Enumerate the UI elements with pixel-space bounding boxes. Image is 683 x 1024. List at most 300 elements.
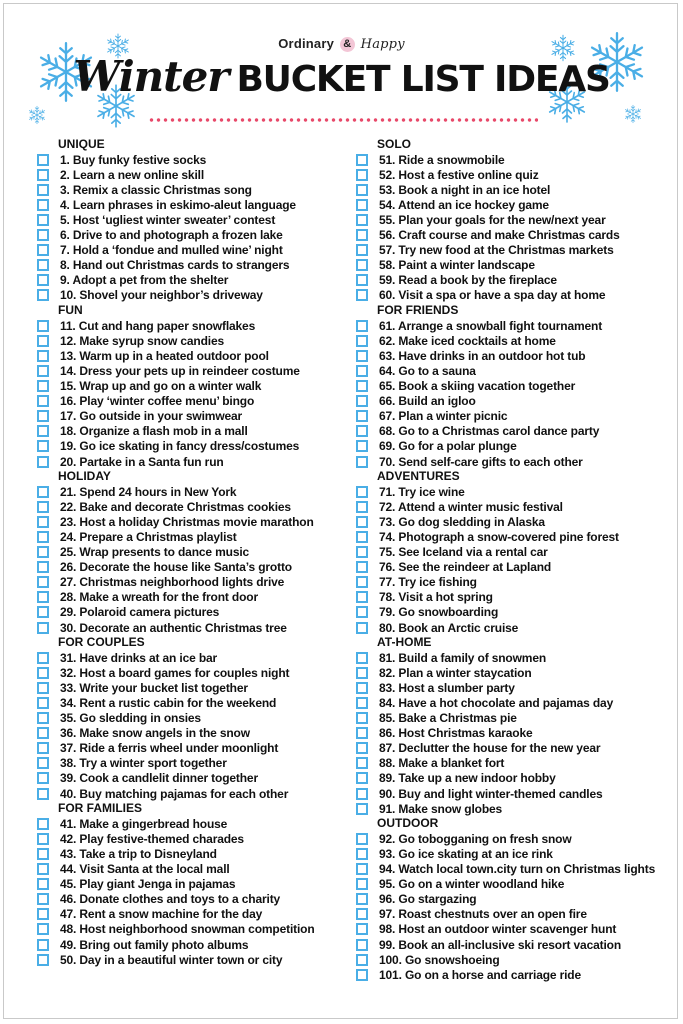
list-item	[37, 560, 347, 575]
checkbox-icon[interactable]	[37, 757, 49, 769]
list-item	[37, 620, 347, 635]
checkbox-icon[interactable]	[37, 833, 49, 845]
list-item-label: 59. Read a book by the fireplace	[379, 273, 557, 288]
brand-happy: Happy	[360, 37, 405, 52]
left-column	[37, 137, 347, 967]
checkbox-icon[interactable]	[37, 531, 49, 543]
list-item	[37, 197, 347, 212]
checkbox-icon[interactable]	[356, 380, 368, 392]
list-item-label: 58. Paint a winter landscape	[379, 258, 535, 273]
list-item-label: 100. Go snowshoeing	[379, 952, 500, 967]
list-item	[37, 152, 347, 167]
section-heading: FOR FAMILIES	[58, 801, 142, 816]
list-item-label: 63. Have drinks in an outdoor hot tub	[379, 348, 586, 363]
list-item-label: 51. Ride a snowmobile	[379, 152, 505, 167]
list-item-label: 36. Make snow angels in the snow	[60, 726, 250, 741]
checkbox-icon[interactable]	[37, 184, 49, 196]
list-item-label: 98. Host an outdoor winter scavenger hunt	[379, 922, 617, 937]
list-item-label: 33. Write your bucket list together	[60, 680, 248, 695]
list-item-label: 44. Visit Santa at the local mall	[60, 862, 230, 877]
list-item-label: 85. Bake a Christmas pie	[379, 711, 517, 726]
list-item-label: 26. Decorate the house like Santa’s grotto	[60, 560, 292, 575]
checkbox-icon[interactable]	[356, 622, 368, 634]
list-item-label: 67. Plan a winter picnic	[379, 409, 508, 424]
list-item-label: 25. Wrap presents to dance music	[60, 545, 250, 560]
checkbox-icon[interactable]	[356, 199, 368, 211]
checkbox-icon[interactable]	[356, 546, 368, 558]
checkbox-icon[interactable]	[37, 908, 49, 920]
checkbox-icon[interactable]	[356, 923, 368, 935]
list-item	[37, 454, 347, 469]
section-heading: ADVENTURES	[377, 469, 460, 484]
list-item-label: 68. Go to a Christmas carol dance party	[379, 424, 600, 439]
checkbox-icon[interactable]	[356, 712, 368, 724]
checkbox-icon[interactable]	[37, 893, 49, 905]
checkbox-icon[interactable]	[37, 320, 49, 332]
checkbox-icon[interactable]	[37, 878, 49, 890]
list-item-label: 77. Try ice fishing	[379, 575, 477, 590]
list-item	[37, 484, 347, 499]
list-item	[356, 545, 666, 560]
list-item-label: 87. Declutter the house for the new year	[379, 741, 601, 756]
checkbox-icon[interactable]	[37, 199, 49, 211]
list-item-label: 79. Go snowboarding	[379, 605, 499, 620]
checkbox-icon[interactable]	[37, 712, 49, 724]
checkbox-icon[interactable]	[37, 440, 49, 452]
checkbox-icon[interactable]	[356, 244, 368, 256]
checkbox-icon[interactable]	[356, 833, 368, 845]
list-item-label: 82. Plan a winter staycation	[379, 665, 532, 680]
checkbox-icon[interactable]	[37, 727, 49, 739]
list-item	[356, 756, 666, 771]
list-item	[356, 937, 666, 952]
list-item	[356, 152, 666, 167]
brand-logo	[0, 36, 683, 52]
list-item	[37, 877, 347, 892]
checkbox-icon[interactable]	[37, 395, 49, 407]
checkbox-icon[interactable]	[37, 365, 49, 377]
checkbox-icon[interactable]	[356, 863, 368, 875]
checkbox-icon[interactable]	[356, 501, 368, 513]
list-item	[37, 680, 347, 695]
list-item-label: 65. Book a skiing vacation together	[379, 379, 576, 394]
checkbox-icon[interactable]	[37, 380, 49, 392]
list-item	[37, 363, 347, 378]
checkbox-icon[interactable]	[37, 456, 49, 468]
list-item	[356, 711, 666, 726]
list-item-label: 69. Go for a polar plunge	[379, 439, 517, 454]
list-item-label: 61. Arrange a snowball fight tournament	[379, 318, 603, 333]
list-item	[356, 318, 666, 333]
list-item	[356, 499, 666, 514]
list-item-label: 60. Visit a spa or have a spa day at home	[379, 288, 606, 303]
checkbox-icon[interactable]	[37, 818, 49, 830]
list-item-label: 42. Play festive-themed charades	[60, 831, 244, 846]
list-item-label: 19. Go ice skating in fancy dress/costumes	[60, 439, 300, 454]
list-item	[37, 575, 347, 590]
checkbox-icon[interactable]	[356, 440, 368, 452]
checkbox-icon[interactable]	[356, 908, 368, 920]
checkbox-icon[interactable]	[37, 863, 49, 875]
list-item	[356, 771, 666, 786]
list-item	[356, 379, 666, 394]
list-item	[356, 228, 666, 243]
checkbox-icon[interactable]	[37, 516, 49, 528]
list-item	[356, 892, 666, 907]
list-item	[37, 726, 347, 741]
checkbox-icon[interactable]	[37, 259, 49, 271]
checkbox-icon[interactable]	[356, 682, 368, 694]
list-item-label: 47. Rent a snow machine for the day	[60, 907, 263, 922]
list-item	[37, 816, 347, 831]
checkbox-icon[interactable]	[356, 425, 368, 437]
checkbox-icon[interactable]	[356, 969, 368, 981]
list-item-label: 62. Make iced cocktails at home	[379, 333, 556, 348]
checkbox-icon[interactable]	[356, 456, 368, 468]
list-item-label: 53. Book a night in an ice hotel	[379, 182, 551, 197]
dotted-divider	[148, 118, 538, 122]
list-item	[37, 665, 347, 680]
list-item-label: 81. Build a family of snowmen	[379, 650, 547, 665]
list-item-label: 23. Host a holiday Christmas movie marathon	[60, 514, 314, 529]
list-item	[37, 182, 347, 197]
checkbox-icon[interactable]	[356, 350, 368, 362]
list-item-label: 31. Have drinks at an ice bar	[60, 650, 218, 665]
snowflake-icon	[624, 105, 641, 123]
list-item	[37, 831, 347, 846]
checkbox-icon[interactable]	[356, 214, 368, 226]
list-item	[37, 318, 347, 333]
list-item-label: 91. Make snow globes	[379, 801, 503, 816]
list-item-label: 48. Host neighborhood snowman competition	[60, 922, 315, 937]
checkbox-icon[interactable]	[37, 154, 49, 166]
list-item-label: 32. Host a board games for couples night	[60, 665, 290, 680]
list-item-label: 22. Bake and decorate Christmas cookies	[60, 499, 291, 514]
checkbox-icon[interactable]	[37, 923, 49, 935]
list-item	[356, 454, 666, 469]
list-item-label: 92. Go tobogganing on fresh snow	[379, 831, 572, 846]
list-item	[37, 258, 347, 273]
brand-ordinary: Ordinary	[278, 36, 335, 51]
list-item	[356, 514, 666, 529]
checkbox-icon[interactable]	[356, 229, 368, 241]
checkbox-icon[interactable]	[356, 289, 368, 301]
list-item	[356, 333, 666, 348]
list-item	[356, 695, 666, 710]
checkbox-icon[interactable]	[37, 667, 49, 679]
list-item-label: 90. Buy and light winter-themed candles	[379, 786, 603, 801]
list-item-label: 7. Hold a ‘fondue and mulled wine’ night	[60, 243, 283, 258]
list-item	[356, 258, 666, 273]
list-item	[37, 590, 347, 605]
list-item-label: 101. Go on a horse and carriage ride	[379, 967, 582, 982]
list-item	[356, 394, 666, 409]
list-item	[37, 499, 347, 514]
list-item-label: 39. Cook a candlelit dinner together	[60, 771, 258, 786]
list-item	[37, 711, 347, 726]
checkbox-icon[interactable]	[37, 229, 49, 241]
list-item	[356, 907, 666, 922]
list-item-label: 66. Build an igloo	[379, 394, 476, 409]
list-item-label: 45. Play giant Jenga in pajamas	[60, 877, 236, 892]
list-item-label: 41. Make a gingerbread house	[60, 816, 228, 831]
list-item-label: 12. Make syrup snow candies	[60, 333, 225, 348]
checkbox-icon[interactable]	[356, 697, 368, 709]
list-item-label: 64. Go to a sauna	[379, 363, 476, 378]
list-item	[356, 212, 666, 227]
list-item	[37, 333, 347, 348]
checkbox-icon[interactable]	[37, 697, 49, 709]
list-item-label: 73. Go dog sledding in Alaska	[379, 514, 545, 529]
checkbox-icon[interactable]	[356, 652, 368, 664]
checkbox-icon[interactable]	[37, 622, 49, 634]
list-item-label: 34. Rent a rustic cabin for the weekend	[60, 696, 277, 711]
brand-ampersand: &	[340, 37, 355, 52]
checkbox-icon[interactable]	[356, 606, 368, 618]
checkbox-icon[interactable]	[37, 742, 49, 754]
list-item	[37, 243, 347, 258]
list-item	[356, 348, 666, 363]
checkbox-icon[interactable]	[356, 561, 368, 573]
list-item	[37, 409, 347, 424]
list-item	[356, 560, 666, 575]
checkbox-icon[interactable]	[356, 893, 368, 905]
snowflake-icon	[28, 106, 45, 124]
list-item	[356, 801, 666, 816]
list-item	[356, 967, 666, 982]
list-item-label: 5. Host ‘ugliest winter sweater’ contest	[60, 213, 276, 228]
section-heading: UNIQUE	[58, 137, 105, 151]
list-item-label: 16. Play ‘winter coffee menu’ bingo	[60, 394, 255, 409]
checkbox-icon[interactable]	[356, 531, 368, 543]
list-item	[356, 680, 666, 695]
checkbox-icon[interactable]	[356, 954, 368, 966]
checkbox-icon[interactable]	[37, 954, 49, 966]
list-item-label: 17. Go outside in your swimwear	[60, 409, 243, 424]
list-item	[37, 756, 347, 771]
checkbox-icon[interactable]	[356, 667, 368, 679]
checkbox-icon[interactable]	[37, 169, 49, 181]
list-item	[356, 605, 666, 620]
list-item-label: 10. Shovel your neighbor’s driveway	[60, 288, 263, 303]
checkbox-icon[interactable]	[356, 803, 368, 815]
list-item	[356, 620, 666, 635]
checkbox-icon[interactable]	[37, 335, 49, 347]
list-item-label: 8. Hand out Christmas cards to strangers	[60, 258, 290, 273]
list-item	[37, 514, 347, 529]
list-item-label: 13. Warm up in a heated outdoor pool	[60, 348, 269, 363]
list-item-label: 70. Send self-care gifts to each other	[379, 454, 583, 469]
list-item-label: 93. Go ice skating at an ice rink	[379, 846, 553, 861]
list-item	[356, 243, 666, 258]
list-item	[37, 529, 347, 544]
checkbox-icon[interactable]	[356, 410, 368, 422]
list-item	[37, 394, 347, 409]
list-item	[37, 695, 347, 710]
list-item	[356, 424, 666, 439]
list-item	[37, 741, 347, 756]
checkbox-icon[interactable]	[356, 516, 368, 528]
list-item-label: 21. Spend 24 hours in New York	[60, 484, 237, 499]
list-item	[356, 273, 666, 288]
list-item	[356, 665, 666, 680]
checkbox-icon[interactable]	[37, 788, 49, 800]
section-heading: OUTDOOR	[377, 816, 439, 831]
list-item-label: 37. Ride a ferris wheel under moonlight	[60, 741, 279, 756]
checkbox-icon[interactable]	[37, 682, 49, 694]
list-item-label: 78. Visit a hot spring	[379, 590, 493, 605]
list-item-label: 99. Book an all-inclusive ski resort vacation	[379, 937, 622, 952]
list-item	[37, 907, 347, 922]
list-item	[37, 545, 347, 560]
checkbox-icon[interactable]	[37, 274, 49, 286]
checkbox-icon[interactable]	[356, 591, 368, 603]
page-title	[0, 52, 683, 101]
list-item	[356, 439, 666, 454]
list-item	[37, 650, 347, 665]
checkbox-icon[interactable]	[356, 184, 368, 196]
checkbox-icon[interactable]	[356, 727, 368, 739]
list-item	[37, 771, 347, 786]
list-item	[37, 212, 347, 227]
list-item-label: 50. Day in a beautiful winter town or city	[60, 952, 283, 967]
checkbox-icon[interactable]	[37, 425, 49, 437]
list-item-label: 1. Buy funky festive socks	[60, 152, 207, 167]
list-item-label: 52. Host a festive online quiz	[379, 167, 539, 182]
list-item-label: 94. Watch local town.city turn on Christmas lights	[379, 862, 656, 877]
list-item	[356, 182, 666, 197]
list-item	[37, 952, 347, 967]
list-item-label: 35. Go sledding in onsies	[60, 711, 201, 726]
right-column	[356, 137, 666, 982]
checkbox-icon[interactable]	[37, 848, 49, 860]
list-item-label: 95. Go on a winter woodland hike	[379, 877, 565, 892]
list-item-label: 30. Decorate an authentic Christmas tree	[60, 620, 287, 635]
checkbox-icon[interactable]	[37, 561, 49, 573]
list-item	[356, 650, 666, 665]
list-item	[356, 846, 666, 861]
checkbox-icon[interactable]	[356, 788, 368, 800]
checkbox-icon[interactable]	[37, 591, 49, 603]
list-item-label: 84. Have a hot chocolate and pajamas day	[379, 696, 614, 711]
checkbox-icon[interactable]	[37, 244, 49, 256]
list-item	[356, 197, 666, 212]
checkbox-icon[interactable]	[356, 486, 368, 498]
checkbox-icon[interactable]	[356, 154, 368, 166]
list-item	[37, 937, 347, 952]
list-item	[356, 877, 666, 892]
list-item-label: 97. Roast chestnuts over an open fire	[379, 907, 587, 922]
list-item	[37, 348, 347, 363]
list-item-label: 71. Try ice wine	[379, 484, 465, 499]
checkbox-icon[interactable]	[37, 772, 49, 784]
checkbox-icon[interactable]	[356, 772, 368, 784]
title-script: Winter	[73, 52, 229, 101]
list-item-label: 74. Photograph a snow-covered pine forest	[379, 529, 619, 544]
list-item	[356, 922, 666, 937]
list-item-label: 88. Make a blanket fort	[379, 756, 505, 771]
list-item	[37, 846, 347, 861]
checkbox-icon[interactable]	[37, 576, 49, 588]
list-item-label: 49. Bring out family photo albums	[60, 937, 249, 952]
checkbox-icon[interactable]	[37, 350, 49, 362]
list-item	[356, 288, 666, 303]
checkbox-icon[interactable]	[356, 576, 368, 588]
list-item-label: 86. Host Christmas karaoke	[379, 726, 533, 741]
list-item	[356, 831, 666, 846]
checkbox-icon[interactable]	[356, 274, 368, 286]
checkbox-icon[interactable]	[37, 606, 49, 618]
checkbox-icon[interactable]	[356, 939, 368, 951]
list-item	[37, 786, 347, 801]
list-item	[37, 862, 347, 877]
checkbox-icon[interactable]	[356, 878, 368, 890]
list-item-label: 43. Take a trip to Disneyland	[60, 846, 217, 861]
title-caps: BUCKET LIST IDEAS	[236, 59, 610, 100]
checkbox-icon[interactable]	[37, 546, 49, 558]
checkbox-icon[interactable]	[37, 486, 49, 498]
list-item-label: 40. Buy matching pajamas for each other	[60, 786, 289, 801]
list-item-label: 4. Learn phrases in eskimo-aleut language	[60, 197, 296, 212]
checkbox-icon[interactable]	[356, 742, 368, 754]
checkbox-icon[interactable]	[356, 335, 368, 347]
list-item-label: 6. Drive to and photograph a frozen lake	[60, 228, 283, 243]
checkbox-icon[interactable]	[356, 259, 368, 271]
checkbox-icon[interactable]	[37, 410, 49, 422]
checkbox-icon[interactable]	[37, 501, 49, 513]
list-item-label: 96. Go stargazing	[379, 892, 477, 907]
list-item	[37, 892, 347, 907]
checkbox-icon[interactable]	[356, 169, 368, 181]
list-item-label: 18. Organize a flash mob in a mall	[60, 424, 248, 439]
list-item-label: 3. Remix a classic Christmas song	[60, 182, 252, 197]
list-item-label: 15. Wrap up and go on a winter walk	[60, 379, 262, 394]
section-heading: HOLIDAY	[58, 469, 111, 484]
list-item-label: 55. Plan your goals for the new/next year	[379, 213, 606, 228]
checkbox-icon[interactable]	[356, 395, 368, 407]
list-item	[37, 228, 347, 243]
list-item-label: 38. Try a winter sport together	[60, 756, 227, 771]
checkbox-icon[interactable]	[356, 848, 368, 860]
list-item-label: 57. Try new food at the Christmas markets	[379, 243, 614, 258]
list-item-label: 46. Donate clothes and toys to a charity	[60, 892, 281, 907]
list-item	[37, 379, 347, 394]
list-item	[37, 167, 347, 182]
checkbox-icon[interactable]	[37, 939, 49, 951]
checkbox-icon[interactable]	[37, 214, 49, 226]
list-item	[356, 409, 666, 424]
checkbox-icon[interactable]	[356, 320, 368, 332]
list-item	[356, 952, 666, 967]
list-item-label: 27. Christmas neighborhood lights drive	[60, 575, 285, 590]
list-item	[356, 484, 666, 499]
checkbox-icon[interactable]	[37, 652, 49, 664]
list-item	[37, 424, 347, 439]
list-item-label: 54. Attend an ice hockey game	[379, 197, 549, 212]
checkbox-icon[interactable]	[356, 757, 368, 769]
list-item	[356, 726, 666, 741]
list-item	[37, 273, 347, 288]
section-heading: FUN	[58, 303, 83, 318]
list-item-label: 89. Take up a new indoor hobby	[379, 771, 556, 786]
section-heading: SOLO	[377, 137, 412, 151]
section-heading: AT-HOME	[377, 635, 432, 650]
list-item-label: 75. See Iceland via a rental car	[379, 545, 548, 560]
checkbox-icon[interactable]	[37, 289, 49, 301]
checkbox-icon[interactable]	[356, 365, 368, 377]
list-item-label: 72. Attend a winter music festival	[379, 499, 563, 514]
list-item	[356, 575, 666, 590]
